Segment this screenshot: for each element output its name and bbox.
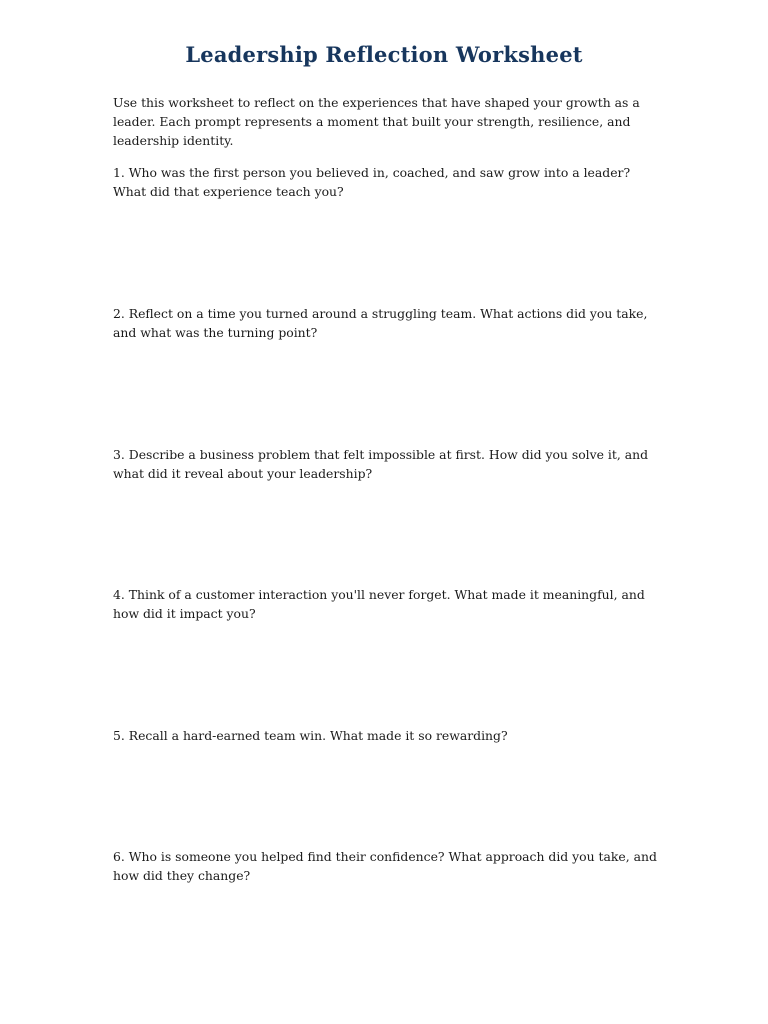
prompt-5: 5. Recall a hard-earned team win. What made it so rewarding?	[113, 728, 508, 743]
prompt-3: 3. Describe a business problem that felt impossible at first. How did you solve it, and what did it reveal about your leadership?	[113, 447, 649, 481]
prompt-6: 6. Who is someone you helped find their confidence? What approach did you take, and how did they change?	[113, 849, 657, 883]
intro-paragraph: Use this worksheet to reflect on the experiences that have shaped your growth as a leader. Each prompt represents a moment that built your strength, resilience, and leadership identity.	[113, 95, 640, 148]
page-title: Leadership Reflection Worksheet	[185, 42, 583, 67]
prompt-4: 4. Think of a customer interaction you'll never forget. What made it meaningful, and how did it impact you?	[113, 587, 645, 621]
prompt-1: 1. Who was the first person you believed in, coached, and saw grow into a leader? What did that experience teach you?	[113, 165, 631, 199]
prompt-2: 2. Reflect on a time you turned around a struggling team. What actions did you take, and what was the turning point?	[113, 306, 648, 340]
